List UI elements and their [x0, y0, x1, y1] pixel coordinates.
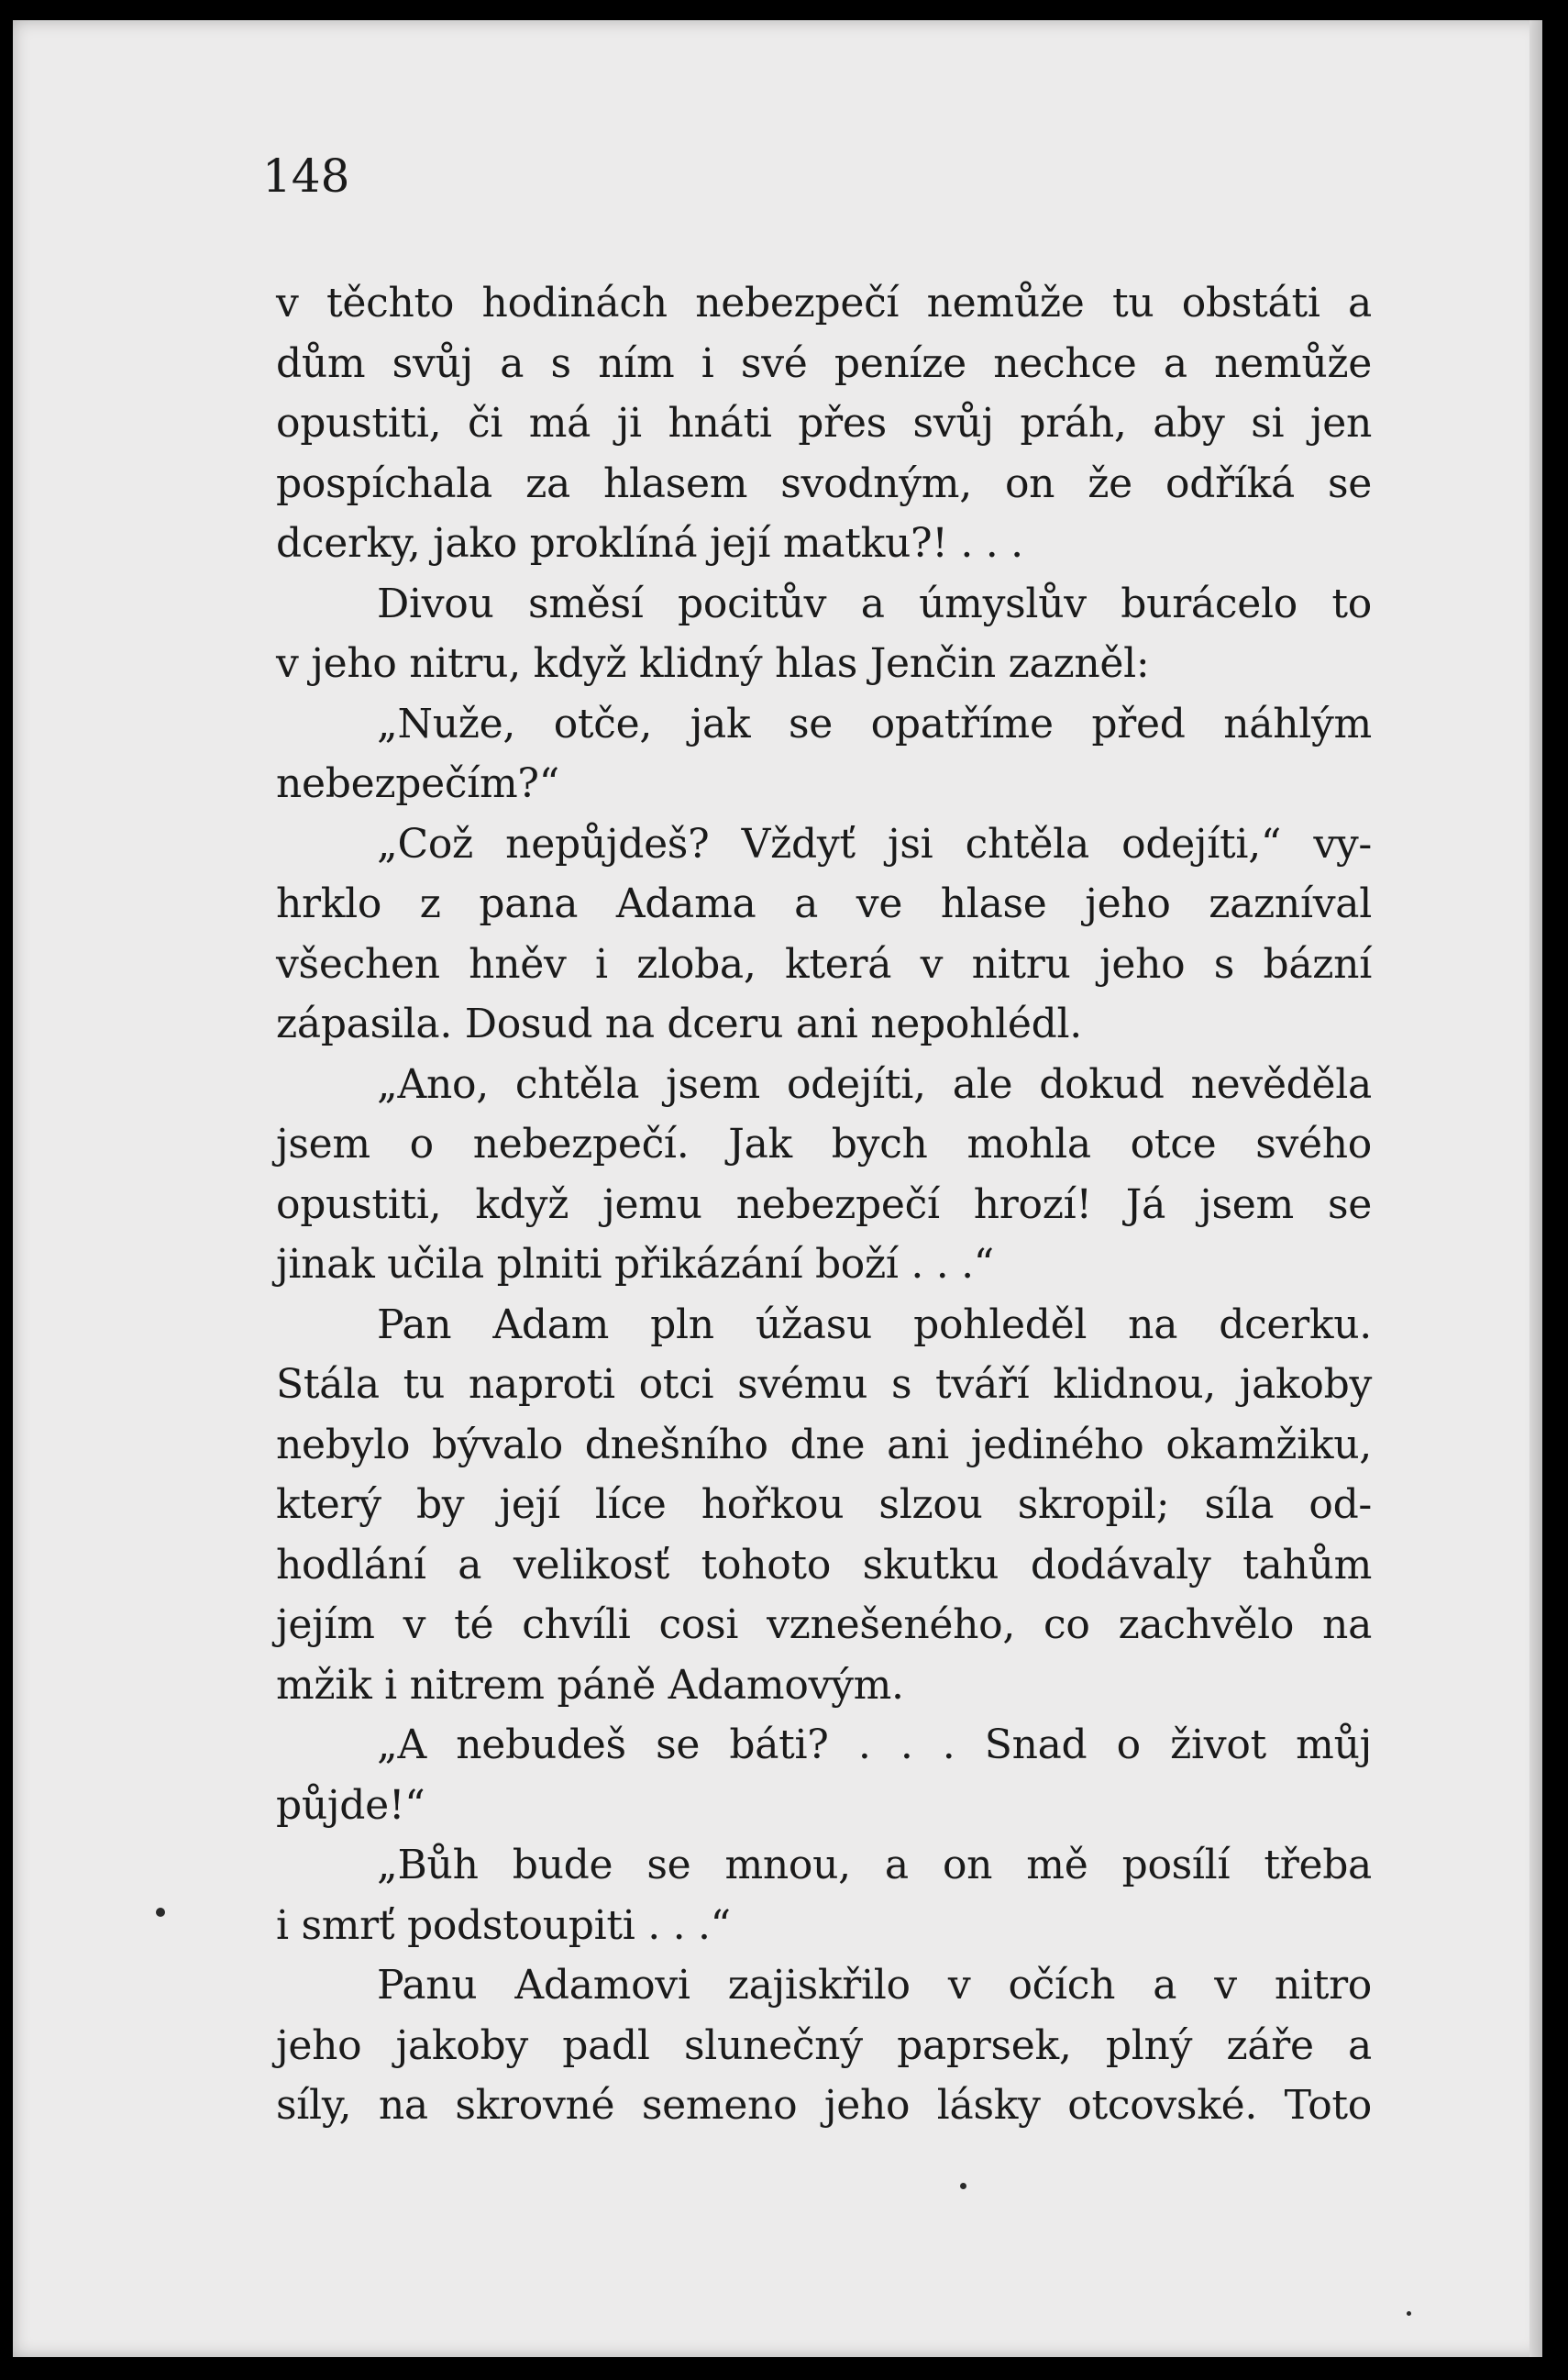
body-text: [276, 273, 1372, 2136]
text-line: „Což nepůjdeš? Vždyť jsi chtěla odejíti,“ vy-: [377, 820, 1372, 868]
text-line: jeho jakoby padl slunečný paprsek, plný záře a: [276, 2021, 1372, 2069]
print-speck: [156, 1908, 165, 1917]
text-line: jsem o nebezpečí. Jak bych mohla otce svého: [276, 1121, 1372, 1168]
text-line: pospíchala za hlasem svodným, on že odříká se: [276, 459, 1372, 507]
text-line: opustiti, když jemu nebezpečí hrozí! Já jsem se: [276, 1180, 1372, 1228]
print-speck: [960, 2183, 966, 2189]
text-line: „Nuže, otče, jak se opatříme před náhlým: [377, 700, 1372, 747]
text-line: v těchto hodinách nebezpečí nemůže tu obstáti a: [276, 280, 1372, 327]
text-line: hodlání a velikosť tohoto skutku dodávaly tahům: [276, 1541, 1372, 1589]
text-line: jinak učila plniti přikázání boží . . .“: [276, 1241, 994, 1288]
text-line: i smrť podstoupiti . . .“: [276, 1901, 731, 1949]
print-speck: [1407, 2311, 1411, 2316]
text-line: dům svůj a s ním i své peníze nechce a nemůže: [276, 339, 1372, 387]
text-line: v jeho nitru, když klidný hlas Jenčin zazněl:: [276, 640, 1150, 687]
text-line: půjde!“: [276, 1781, 425, 1829]
text-line: zápasila. Dosud na dceru ani nepohlédl.: [276, 1001, 1082, 1047]
text-line: „Bůh bude se mnou, a on mě posílí třeba: [377, 1842, 1372, 1888]
page-edge: [1529, 20, 1542, 2357]
text-line: všechen hněv i zloba, která v nitru jeho s bázní: [276, 940, 1372, 988]
text-line: který by její líce hořkou slzou skropil; síla od-: [276, 1481, 1372, 1528]
text-line: nebezpečím?“: [276, 760, 559, 807]
text-line: síly, na skrovné semeno jeho lásky otcovské. Toto: [276, 2082, 1372, 2129]
text-line: „A nebudeš se báti? . . . Snad o život můj: [377, 1721, 1372, 1768]
text-line: „Ano, chtěla jsem odejíti, ale dokud nevěděla: [377, 1060, 1372, 1108]
text-line: opustiti, či má ji hnáti přes svůj práh, aby si jen: [276, 400, 1372, 447]
text-line: Divou směsí pocitův a úmyslův burácelo to: [377, 580, 1372, 627]
text-line: mžik i nitrem páně Adamovým.: [276, 1661, 904, 1709]
text-line: dcerky, jako proklíná její matku?! . . .: [276, 520, 1023, 567]
text-line: Panu Adamovi zajiskřilo v očích a v nitro: [377, 1962, 1372, 2009]
text-line: Stála tu naproti otci svému s tváří klidnou, jakoby: [276, 1361, 1372, 1408]
text-line: hrklo z pana Adama a ve hlase jeho zazníval: [276, 880, 1372, 927]
text-line: nebylo bývalo dnešního dne ani jediného okamžiku,: [276, 1421, 1372, 1468]
book-page: [13, 20, 1542, 2357]
text-line: jejím v té chvíli cosi vznešeného, co zachvělo na: [276, 1601, 1372, 1648]
page-number: 148: [262, 149, 350, 203]
text-line: Pan Adam pln úžasu pohleděl na dcerku.: [377, 1301, 1372, 1348]
